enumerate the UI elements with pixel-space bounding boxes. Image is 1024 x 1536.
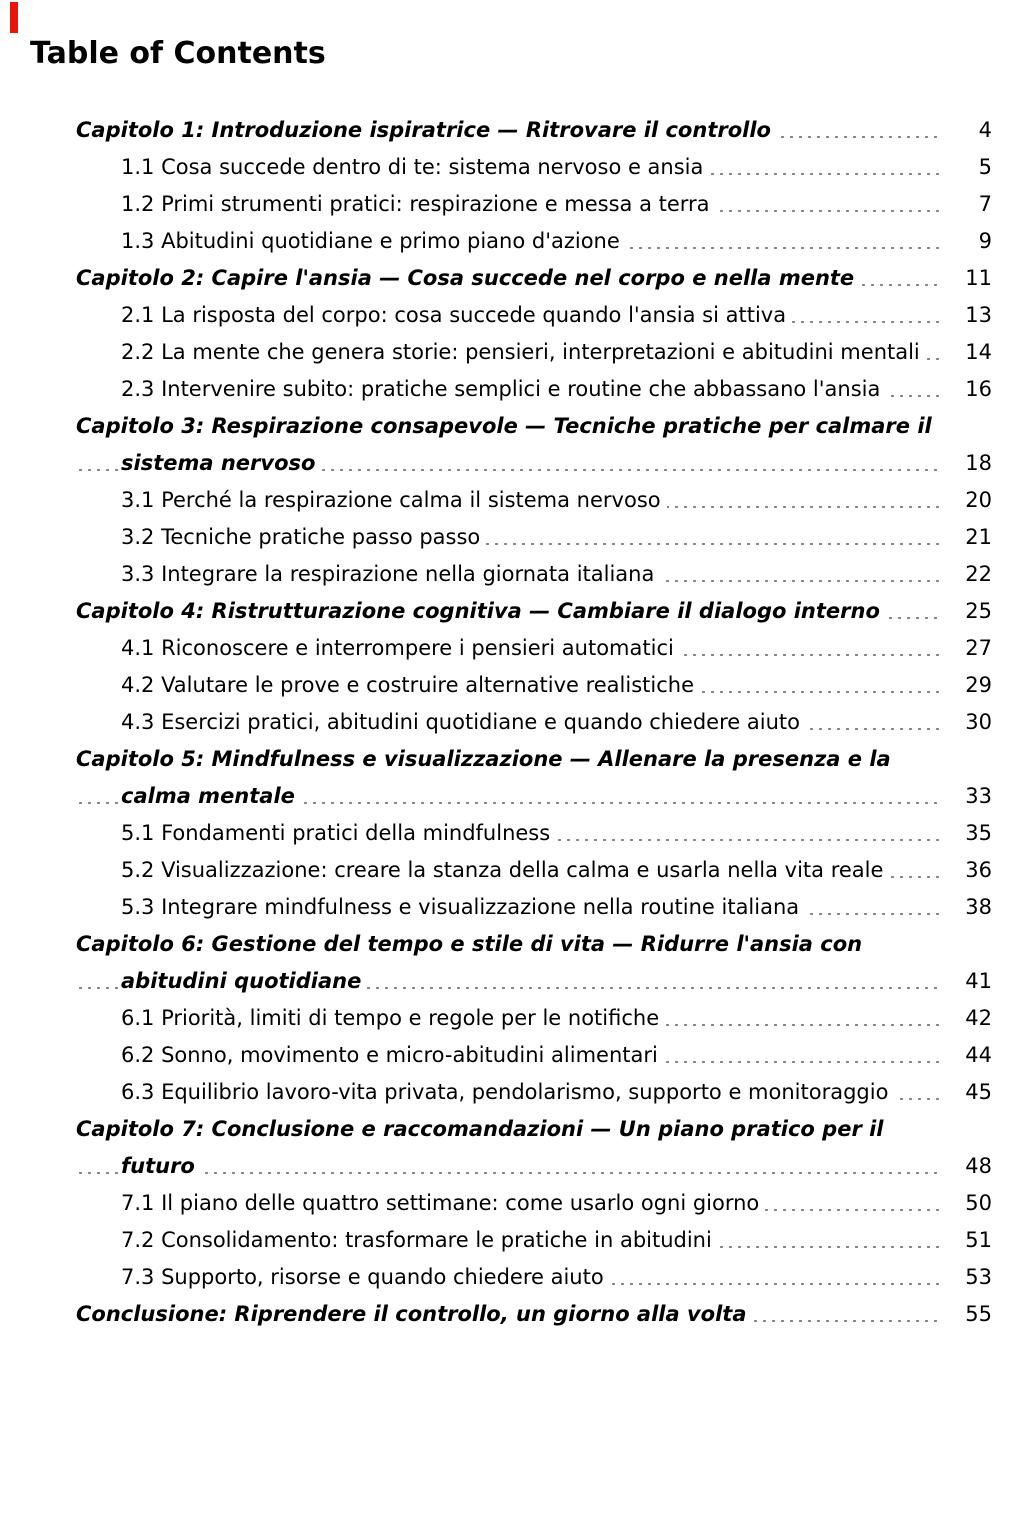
toc-entry-text: 3.2 Tecniche pratiche passo passo bbox=[121, 525, 486, 549]
toc-entry-page-number: 21 bbox=[942, 519, 992, 556]
toc-entry-page-number: 29 bbox=[942, 667, 992, 704]
toc-entry[interactable] bbox=[121, 1000, 992, 1037]
toc-entry-text: 3.3 Integrare la respirazione nella giornata italiana bbox=[121, 562, 660, 586]
toc-entry[interactable] bbox=[121, 482, 992, 519]
toc-entry-page-number: 48 bbox=[942, 1148, 992, 1185]
toc-entry-text: 2.2 La mente che genera storie: pensieri, interpretazioni e abitudini mentali bbox=[121, 340, 926, 364]
toc-entry[interactable] bbox=[76, 1111, 992, 1185]
toc-entry-page-number: 44 bbox=[942, 1037, 992, 1074]
toc-entry-page-number: 7 bbox=[942, 186, 992, 223]
toc-entry-page-number: 53 bbox=[942, 1259, 992, 1296]
toc-entry[interactable] bbox=[121, 1222, 992, 1259]
toc-entry[interactable] bbox=[76, 741, 992, 815]
toc-entry-text: Capitolo 3: Respirazione consapevole — Tecniche pratiche per calmare il sistema nervoso bbox=[76, 414, 932, 475]
toc-entry[interactable] bbox=[121, 630, 992, 667]
toc-entry-text: 6.2 Sonno, movimento e micro-abitudini alimentari bbox=[121, 1043, 664, 1067]
toc-entry-text: Capitolo 5: Mindfulness e visualizzazione — Allenare la presenza e la calma mentale bbox=[76, 747, 891, 808]
toc-entry-page-number: 35 bbox=[942, 815, 992, 852]
toc-entry[interactable] bbox=[76, 926, 992, 1000]
toc-entry-text: 6.1 Priorità, limiti di tempo e regole per le notifiche bbox=[121, 1006, 665, 1030]
toc-entry-text: Capitolo 2: Capire l'ansia — Cosa succede nel corpo e nella mente bbox=[76, 266, 860, 290]
toc-entry-text: 4.3 Esercizi pratici, abitudini quotidiane e quando chiedere aiuto bbox=[121, 710, 806, 734]
toc-entry-page-number: 20 bbox=[942, 482, 992, 519]
toc-entry-text: 1.3 Abitudini quotidiane e primo piano d'azione bbox=[121, 229, 626, 253]
toc-entry-text: 2.1 La risposta del corpo: cosa succede quando l'ansia si attiva bbox=[121, 303, 792, 327]
toc-entry-text: 2.3 Intervenire subito: pratiche semplici e routine che abbassano l'ansia bbox=[121, 377, 886, 401]
toc-entry[interactable] bbox=[121, 667, 992, 704]
toc-entry-text: 5.1 Fondamenti pratici della mindfulness bbox=[121, 821, 556, 845]
toc-entry-text: 5.3 Integrare mindfulness e visualizzazione nella routine italiana bbox=[121, 895, 805, 919]
toc-entry[interactable] bbox=[76, 1296, 992, 1333]
toc-entry[interactable] bbox=[121, 297, 992, 334]
toc-entry[interactable] bbox=[121, 852, 992, 889]
toc-entry-page-number: 45 bbox=[942, 1074, 992, 1111]
toc-entry-page-number: 55 bbox=[942, 1296, 992, 1333]
toc-entry-page-number: 41 bbox=[942, 963, 992, 1000]
toc-entry[interactable] bbox=[76, 593, 992, 630]
toc-entry-page-number: 42 bbox=[942, 1000, 992, 1037]
toc-entry-page-number: 5 bbox=[942, 149, 992, 186]
toc-entry-page-number: 18 bbox=[942, 445, 992, 482]
toc-entry-text: Capitolo 4: Ristrutturazione cognitiva — Cambiare il dialogo interno bbox=[76, 599, 886, 623]
toc-entry[interactable] bbox=[121, 1037, 992, 1074]
toc-entry[interactable] bbox=[76, 408, 992, 482]
red-margin-marker bbox=[10, 2, 18, 33]
toc-entry-page-number: 4 bbox=[942, 112, 992, 149]
toc-entry-page-number: 33 bbox=[942, 778, 992, 815]
toc-entry-text: 4.1 Riconoscere e interrompere i pensieri automatici bbox=[121, 636, 680, 660]
toc-entry[interactable] bbox=[121, 1074, 992, 1111]
toc-entry[interactable] bbox=[121, 186, 992, 223]
toc-entry-text: 6.3 Equilibrio lavoro-vita privata, pendolarismo, supporto e monitoraggio bbox=[121, 1080, 894, 1104]
toc-entry[interactable] bbox=[121, 556, 992, 593]
toc-entry[interactable] bbox=[121, 149, 992, 186]
toc-entry-page-number: 51 bbox=[942, 1222, 992, 1259]
toc-entry[interactable] bbox=[121, 1185, 992, 1222]
toc-entry-page-number: 13 bbox=[942, 297, 992, 334]
toc-entry[interactable] bbox=[121, 223, 992, 260]
toc-entry[interactable] bbox=[121, 334, 992, 371]
toc-entry[interactable] bbox=[121, 889, 992, 926]
toc-list bbox=[76, 112, 992, 1333]
toc-entry-page-number: 36 bbox=[942, 852, 992, 889]
toc-entry-text: Capitolo 1: Introduzione ispiratrice — Ritrovare il controllo bbox=[76, 118, 777, 142]
toc-entry-page-number: 16 bbox=[942, 371, 992, 408]
toc-entry[interactable] bbox=[76, 112, 992, 149]
toc-entry-text: Capitolo 7: Conclusione e raccomandazioni — Un piano pratico per il futuro bbox=[76, 1117, 884, 1178]
toc-entry-page-number: 14 bbox=[942, 334, 992, 371]
page-title: Table of Contents bbox=[30, 36, 326, 71]
toc-entry-page-number: 9 bbox=[942, 223, 992, 260]
toc-entry-page-number: 30 bbox=[942, 704, 992, 741]
toc-entry[interactable] bbox=[121, 371, 992, 408]
toc-entry-page-number: 38 bbox=[942, 889, 992, 926]
toc-entry-page-number: 50 bbox=[942, 1185, 992, 1222]
toc-entry[interactable] bbox=[121, 704, 992, 741]
toc-entry-text: 7.1 Il piano delle quattro settimane: come usarlo ogni giorno bbox=[121, 1191, 765, 1215]
toc-entry[interactable] bbox=[121, 519, 992, 556]
toc-entry-text: 7.2 Consolidamento: trasformare le pratiche in abitudini bbox=[121, 1228, 718, 1252]
toc-entry-page-number: 11 bbox=[942, 260, 992, 297]
toc-entry-page-number: 27 bbox=[942, 630, 992, 667]
toc-entry[interactable] bbox=[121, 815, 992, 852]
toc-entry-text: 7.3 Supporto, risorse e quando chiedere aiuto bbox=[121, 1265, 610, 1289]
toc-entry-text: 4.2 Valutare le prove e costruire alternative realistiche bbox=[121, 673, 700, 697]
toc-entry-text: 1.1 Cosa succede dentro di te: sistema nervoso e ansia bbox=[121, 155, 709, 179]
toc-entry-page-number: 25 bbox=[942, 593, 992, 630]
toc-entry-text: 5.2 Visualizzazione: creare la stanza della calma e usarla nella vita reale bbox=[121, 858, 889, 882]
toc-entry-text: Capitolo 6: Gestione del tempo e stile di vita — Ridurre l'ansia con abitudini quotidiane bbox=[76, 932, 863, 993]
toc-entry[interactable] bbox=[121, 1259, 992, 1296]
toc-entry-text: 1.2 Primi strumenti pratici: respirazione e messa a terra bbox=[121, 192, 716, 216]
toc-entry-page-number: 22 bbox=[942, 556, 992, 593]
toc-entry-text: 3.1 Perché la respirazione calma il sistema nervoso bbox=[121, 488, 667, 512]
toc-entry-text: Conclusione: Riprendere il controllo, un giorno alla volta bbox=[76, 1302, 753, 1326]
toc-entry[interactable] bbox=[76, 260, 992, 297]
